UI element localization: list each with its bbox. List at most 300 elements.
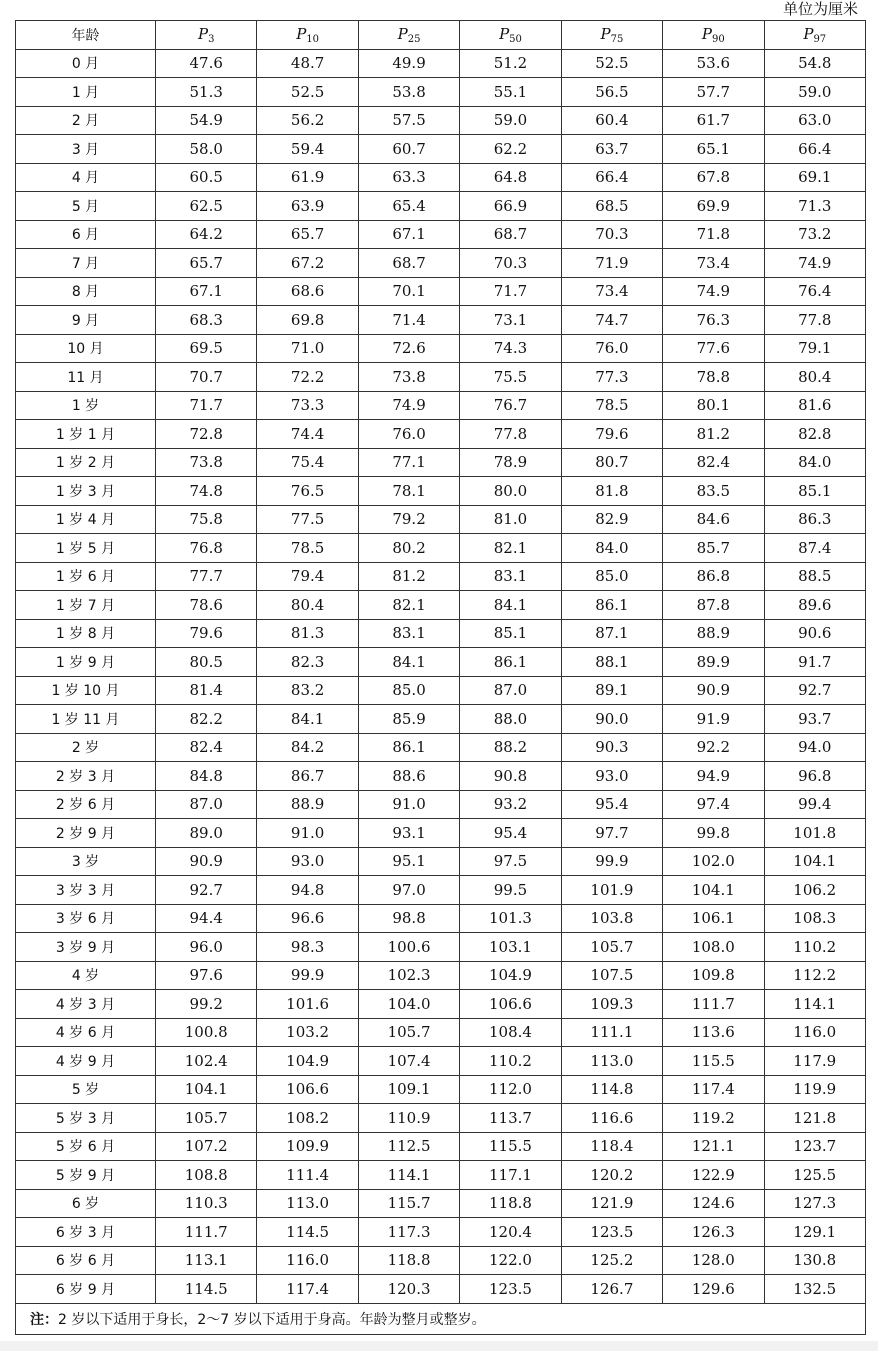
value-cell: 80.7 xyxy=(561,448,662,477)
percentile-subscript: 3 xyxy=(208,33,215,45)
value-cell: 81.3 xyxy=(257,619,358,648)
value-cell: 83.2 xyxy=(257,676,358,705)
value-cell: 76.4 xyxy=(764,277,865,306)
age-cell: 1 岁 3 月 xyxy=(16,477,156,506)
value-cell: 66.4 xyxy=(561,163,662,192)
value-cell: 71.7 xyxy=(460,277,561,306)
value-cell: 86.1 xyxy=(561,591,662,620)
value-cell: 113.6 xyxy=(663,1018,764,1047)
percentile-header-p50 xyxy=(460,21,561,50)
value-cell: 66.9 xyxy=(460,192,561,221)
value-cell: 87.1 xyxy=(561,619,662,648)
table-row xyxy=(16,990,866,1019)
value-cell: 108.3 xyxy=(764,904,865,933)
value-cell: 80.4 xyxy=(764,363,865,392)
value-cell: 83.1 xyxy=(460,562,561,591)
table-row xyxy=(16,1132,866,1161)
value-cell: 90.0 xyxy=(561,705,662,734)
value-cell: 106.6 xyxy=(460,990,561,1019)
value-cell: 65.7 xyxy=(257,220,358,249)
value-cell: 94.8 xyxy=(257,876,358,905)
value-cell: 117.1 xyxy=(460,1161,561,1190)
value-cell: 74.9 xyxy=(663,277,764,306)
age-cell: 3 岁 9 月 xyxy=(16,933,156,962)
value-cell: 68.6 xyxy=(257,277,358,306)
value-cell: 90.9 xyxy=(663,676,764,705)
value-cell: 64.8 xyxy=(460,163,561,192)
value-cell: 73.4 xyxy=(663,249,764,278)
percentile-subscript: 10 xyxy=(306,33,320,45)
value-cell: 100.6 xyxy=(358,933,459,962)
value-cell: 54.8 xyxy=(764,49,865,78)
value-cell: 90.3 xyxy=(561,733,662,762)
table-row xyxy=(16,1104,866,1133)
value-cell: 72.8 xyxy=(156,420,257,449)
value-cell: 82.4 xyxy=(663,448,764,477)
age-cell: 6 岁 3 月 xyxy=(16,1218,156,1247)
table-row xyxy=(16,49,866,78)
age-cell: 3 岁 xyxy=(16,847,156,876)
value-cell: 68.7 xyxy=(460,220,561,249)
value-cell: 113.0 xyxy=(257,1189,358,1218)
value-cell: 91.0 xyxy=(257,819,358,848)
age-cell: 4 岁 3 月 xyxy=(16,990,156,1019)
age-cell: 1 岁 10 月 xyxy=(16,676,156,705)
value-cell: 77.5 xyxy=(257,505,358,534)
value-cell: 99.4 xyxy=(764,790,865,819)
table-row xyxy=(16,220,866,249)
value-cell: 49.9 xyxy=(358,49,459,78)
value-cell: 67.8 xyxy=(663,163,764,192)
value-cell: 81.2 xyxy=(358,562,459,591)
value-cell: 81.0 xyxy=(460,505,561,534)
value-cell: 58.0 xyxy=(156,135,257,164)
value-cell: 109.8 xyxy=(663,961,764,990)
value-cell: 88.2 xyxy=(460,733,561,762)
table-row xyxy=(16,334,866,363)
value-cell: 55.1 xyxy=(460,78,561,107)
value-cell: 77.8 xyxy=(764,306,865,335)
value-cell: 114.8 xyxy=(561,1075,662,1104)
value-cell: 89.9 xyxy=(663,648,764,677)
value-cell: 83.1 xyxy=(358,619,459,648)
value-cell: 70.3 xyxy=(561,220,662,249)
percentile-header-p3 xyxy=(156,21,257,50)
age-cell: 5 岁 9 月 xyxy=(16,1161,156,1190)
value-cell: 104.9 xyxy=(460,961,561,990)
table-row xyxy=(16,135,866,164)
value-cell: 74.3 xyxy=(460,334,561,363)
value-cell: 91.9 xyxy=(663,705,764,734)
value-cell: 116.0 xyxy=(257,1246,358,1275)
value-cell: 103.8 xyxy=(561,904,662,933)
value-cell: 64.2 xyxy=(156,220,257,249)
value-cell: 93.7 xyxy=(764,705,865,734)
age-cell: 3 月 xyxy=(16,135,156,164)
table-row xyxy=(16,1189,866,1218)
value-cell: 106.2 xyxy=(764,876,865,905)
value-cell: 68.5 xyxy=(561,192,662,221)
value-cell: 63.0 xyxy=(764,106,865,135)
value-cell: 118.8 xyxy=(358,1246,459,1275)
value-cell: 98.8 xyxy=(358,904,459,933)
value-cell: 112.5 xyxy=(358,1132,459,1161)
age-cell: 5 岁 6 月 xyxy=(16,1132,156,1161)
value-cell: 120.3 xyxy=(358,1275,459,1304)
table-row xyxy=(16,961,866,990)
bottom-edge xyxy=(0,1341,878,1351)
age-cell: 3 岁 6 月 xyxy=(16,904,156,933)
value-cell: 53.8 xyxy=(358,78,459,107)
value-cell: 84.8 xyxy=(156,762,257,791)
value-cell: 85.9 xyxy=(358,705,459,734)
age-cell: 1 岁 1 月 xyxy=(16,420,156,449)
age-cell: 5 岁 xyxy=(16,1075,156,1104)
value-cell: 88.0 xyxy=(460,705,561,734)
age-cell: 4 岁 xyxy=(16,961,156,990)
value-cell: 99.9 xyxy=(561,847,662,876)
value-cell: 125.2 xyxy=(561,1246,662,1275)
value-cell: 103.1 xyxy=(460,933,561,962)
value-cell: 111.7 xyxy=(663,990,764,1019)
value-cell: 104.1 xyxy=(764,847,865,876)
value-cell: 53.6 xyxy=(663,49,764,78)
value-cell: 82.8 xyxy=(764,420,865,449)
value-cell: 60.7 xyxy=(358,135,459,164)
value-cell: 93.0 xyxy=(257,847,358,876)
value-cell: 85.0 xyxy=(358,676,459,705)
value-cell: 106.6 xyxy=(257,1075,358,1104)
value-cell: 90.9 xyxy=(156,847,257,876)
value-cell: 68.3 xyxy=(156,306,257,335)
percentile-header-p25 xyxy=(358,21,459,50)
value-cell: 126.3 xyxy=(663,1218,764,1247)
value-cell: 90.6 xyxy=(764,619,865,648)
percentile-letter: P xyxy=(803,24,814,43)
value-cell: 78.6 xyxy=(156,591,257,620)
value-cell: 78.9 xyxy=(460,448,561,477)
value-cell: 120.2 xyxy=(561,1161,662,1190)
table-row xyxy=(16,106,866,135)
value-cell: 109.9 xyxy=(257,1132,358,1161)
value-cell: 71.7 xyxy=(156,391,257,420)
value-cell: 97.6 xyxy=(156,961,257,990)
age-cell: 1 岁 9 月 xyxy=(16,648,156,677)
value-cell: 78.5 xyxy=(257,534,358,563)
value-cell: 67.2 xyxy=(257,249,358,278)
value-cell: 95.1 xyxy=(358,847,459,876)
value-cell: 59.0 xyxy=(764,78,865,107)
value-cell: 84.0 xyxy=(764,448,865,477)
value-cell: 75.8 xyxy=(156,505,257,534)
value-cell: 88.6 xyxy=(358,762,459,791)
age-cell: 9 月 xyxy=(16,306,156,335)
table-row xyxy=(16,249,866,278)
percentile-header-p10 xyxy=(257,21,358,50)
value-cell: 69.5 xyxy=(156,334,257,363)
age-cell: 2 月 xyxy=(16,106,156,135)
table-row xyxy=(16,1047,866,1076)
table-row xyxy=(16,847,866,876)
value-cell: 101.6 xyxy=(257,990,358,1019)
value-cell: 66.4 xyxy=(764,135,865,164)
value-cell: 99.8 xyxy=(663,819,764,848)
value-cell: 85.7 xyxy=(663,534,764,563)
value-cell: 86.1 xyxy=(358,733,459,762)
value-cell: 85.1 xyxy=(764,477,865,506)
value-cell: 61.7 xyxy=(663,106,764,135)
growth-table xyxy=(15,20,866,1335)
value-cell: 73.4 xyxy=(561,277,662,306)
table-row xyxy=(16,363,866,392)
value-cell: 71.9 xyxy=(561,249,662,278)
value-cell: 79.1 xyxy=(764,334,865,363)
value-cell: 86.8 xyxy=(663,562,764,591)
value-cell: 78.1 xyxy=(358,477,459,506)
value-cell: 78.5 xyxy=(561,391,662,420)
value-cell: 111.1 xyxy=(561,1018,662,1047)
value-cell: 119.2 xyxy=(663,1104,764,1133)
value-cell: 116.6 xyxy=(561,1104,662,1133)
table-row xyxy=(16,648,866,677)
value-cell: 76.8 xyxy=(156,534,257,563)
value-cell: 73.8 xyxy=(156,448,257,477)
value-cell: 130.8 xyxy=(764,1246,865,1275)
value-cell: 92.7 xyxy=(156,876,257,905)
age-cell: 3 岁 3 月 xyxy=(16,876,156,905)
note-row xyxy=(16,1303,866,1334)
value-cell: 126.7 xyxy=(561,1275,662,1304)
value-cell: 71.8 xyxy=(663,220,764,249)
value-cell: 105.7 xyxy=(156,1104,257,1133)
table-row xyxy=(16,676,866,705)
value-cell: 99.5 xyxy=(460,876,561,905)
value-cell: 73.3 xyxy=(257,391,358,420)
value-cell: 97.7 xyxy=(561,819,662,848)
table-row xyxy=(16,562,866,591)
value-cell: 101.8 xyxy=(764,819,865,848)
age-cell: 1 月 xyxy=(16,78,156,107)
table-row xyxy=(16,163,866,192)
value-cell: 51.2 xyxy=(460,49,561,78)
table-row xyxy=(16,192,866,221)
percentile-header-p97 xyxy=(764,21,865,50)
value-cell: 62.5 xyxy=(156,192,257,221)
value-cell: 76.0 xyxy=(561,334,662,363)
value-cell: 82.2 xyxy=(156,705,257,734)
value-cell: 80.2 xyxy=(358,534,459,563)
table-row xyxy=(16,705,866,734)
value-cell: 94.0 xyxy=(764,733,865,762)
value-cell: 99.2 xyxy=(156,990,257,1019)
value-cell: 119.9 xyxy=(764,1075,865,1104)
table-row xyxy=(16,876,866,905)
value-cell: 73.8 xyxy=(358,363,459,392)
value-cell: 54.9 xyxy=(156,106,257,135)
value-cell: 129.6 xyxy=(663,1275,764,1304)
age-cell: 1 岁 2 月 xyxy=(16,448,156,477)
value-cell: 80.1 xyxy=(663,391,764,420)
value-cell: 73.2 xyxy=(764,220,865,249)
value-cell: 108.0 xyxy=(663,933,764,962)
value-cell: 118.8 xyxy=(460,1189,561,1218)
value-cell: 125.5 xyxy=(764,1161,865,1190)
value-cell: 132.5 xyxy=(764,1275,865,1304)
value-cell: 97.5 xyxy=(460,847,561,876)
value-cell: 84.0 xyxy=(561,534,662,563)
value-cell: 67.1 xyxy=(156,277,257,306)
age-cell: 1 岁 7 月 xyxy=(16,591,156,620)
value-cell: 113.1 xyxy=(156,1246,257,1275)
value-cell: 71.3 xyxy=(764,192,865,221)
table-row xyxy=(16,1161,866,1190)
value-cell: 117.3 xyxy=(358,1218,459,1247)
value-cell: 90.8 xyxy=(460,762,561,791)
value-cell: 76.5 xyxy=(257,477,358,506)
value-cell: 72.2 xyxy=(257,363,358,392)
age-cell: 1 岁 4 月 xyxy=(16,505,156,534)
value-cell: 102.3 xyxy=(358,961,459,990)
table-row xyxy=(16,591,866,620)
value-cell: 71.4 xyxy=(358,306,459,335)
age-cell: 10 月 xyxy=(16,334,156,363)
value-cell: 117.9 xyxy=(764,1047,865,1076)
value-cell: 123.7 xyxy=(764,1132,865,1161)
value-cell: 112.0 xyxy=(460,1075,561,1104)
value-cell: 114.5 xyxy=(156,1275,257,1304)
value-cell: 79.6 xyxy=(561,420,662,449)
value-cell: 96.0 xyxy=(156,933,257,962)
value-cell: 81.2 xyxy=(663,420,764,449)
value-cell: 114.1 xyxy=(764,990,865,1019)
note-text: 2 岁以下适用于身长，2〜7 岁以下适用于身高。年龄为整月或整岁。 xyxy=(58,1311,486,1328)
percentile-subscript: 75 xyxy=(610,33,624,45)
value-cell: 93.2 xyxy=(460,790,561,819)
value-cell: 88.9 xyxy=(663,619,764,648)
value-cell: 48.7 xyxy=(257,49,358,78)
table-row xyxy=(16,277,866,306)
table-row xyxy=(16,733,866,762)
value-cell: 104.1 xyxy=(663,876,764,905)
value-cell: 51.3 xyxy=(156,78,257,107)
value-cell: 77.1 xyxy=(358,448,459,477)
value-cell: 92.7 xyxy=(764,676,865,705)
value-cell: 112.2 xyxy=(764,961,865,990)
value-cell: 87.0 xyxy=(156,790,257,819)
value-cell: 86.3 xyxy=(764,505,865,534)
value-cell: 52.5 xyxy=(257,78,358,107)
value-cell: 128.0 xyxy=(663,1246,764,1275)
value-cell: 69.8 xyxy=(257,306,358,335)
age-cell: 5 岁 3 月 xyxy=(16,1104,156,1133)
value-cell: 91.7 xyxy=(764,648,865,677)
percentile-letter: P xyxy=(701,24,712,43)
value-cell: 98.3 xyxy=(257,933,358,962)
value-cell: 105.7 xyxy=(358,1018,459,1047)
value-cell: 67.1 xyxy=(358,220,459,249)
value-cell: 86.7 xyxy=(257,762,358,791)
value-cell: 121.1 xyxy=(663,1132,764,1161)
value-cell: 113.7 xyxy=(460,1104,561,1133)
value-cell: 57.7 xyxy=(663,78,764,107)
value-cell: 60.5 xyxy=(156,163,257,192)
table-row xyxy=(16,933,866,962)
value-cell: 109.3 xyxy=(561,990,662,1019)
value-cell: 110.9 xyxy=(358,1104,459,1133)
value-cell: 86.1 xyxy=(460,648,561,677)
value-cell: 79.4 xyxy=(257,562,358,591)
value-cell: 124.6 xyxy=(663,1189,764,1218)
value-cell: 65.4 xyxy=(358,192,459,221)
value-cell: 69.9 xyxy=(663,192,764,221)
value-cell: 104.1 xyxy=(156,1075,257,1104)
age-cell: 4 岁 6 月 xyxy=(16,1018,156,1047)
value-cell: 74.9 xyxy=(764,249,865,278)
value-cell: 77.6 xyxy=(663,334,764,363)
value-cell: 118.4 xyxy=(561,1132,662,1161)
percentile-letter: P xyxy=(397,24,408,43)
age-cell: 1 岁 6 月 xyxy=(16,562,156,591)
table-row xyxy=(16,1075,866,1104)
value-cell: 62.2 xyxy=(460,135,561,164)
value-cell: 56.5 xyxy=(561,78,662,107)
value-cell: 82.4 xyxy=(156,733,257,762)
age-cell: 2 岁 3 月 xyxy=(16,762,156,791)
value-cell: 117.4 xyxy=(257,1275,358,1304)
value-cell: 84.2 xyxy=(257,733,358,762)
age-cell: 1 岁 8 月 xyxy=(16,619,156,648)
table-row xyxy=(16,1275,866,1304)
percentile-subscript: 97 xyxy=(813,33,827,45)
age-cell: 1 岁 xyxy=(16,391,156,420)
value-cell: 107.2 xyxy=(156,1132,257,1161)
value-cell: 69.1 xyxy=(764,163,865,192)
value-cell: 91.0 xyxy=(358,790,459,819)
value-cell: 74.8 xyxy=(156,477,257,506)
value-cell: 94.9 xyxy=(663,762,764,791)
value-cell: 79.6 xyxy=(156,619,257,648)
value-cell: 129.1 xyxy=(764,1218,865,1247)
age-cell: 1 岁 5 月 xyxy=(16,534,156,563)
table-row xyxy=(16,78,866,107)
table-row xyxy=(16,762,866,791)
percentile-header-p75 xyxy=(561,21,662,50)
percentile-letter: P xyxy=(197,24,209,43)
value-cell: 113.0 xyxy=(561,1047,662,1076)
value-cell: 117.4 xyxy=(663,1075,764,1104)
table-body xyxy=(16,49,866,1303)
value-cell: 59.0 xyxy=(460,106,561,135)
value-cell: 115.5 xyxy=(460,1132,561,1161)
value-cell: 75.5 xyxy=(460,363,561,392)
value-cell: 105.7 xyxy=(561,933,662,962)
value-cell: 115.7 xyxy=(358,1189,459,1218)
value-cell: 110.3 xyxy=(156,1189,257,1218)
value-cell: 80.4 xyxy=(257,591,358,620)
age-cell: 6 岁 xyxy=(16,1189,156,1218)
age-cell: 11 月 xyxy=(16,363,156,392)
value-cell: 79.2 xyxy=(358,505,459,534)
value-cell: 82.9 xyxy=(561,505,662,534)
value-cell: 63.9 xyxy=(257,192,358,221)
table-row xyxy=(16,477,866,506)
age-cell: 6 岁 6 月 xyxy=(16,1246,156,1275)
value-cell: 82.1 xyxy=(358,591,459,620)
percentile-subscript: 90 xyxy=(712,33,725,45)
table-row xyxy=(16,904,866,933)
value-cell: 96.6 xyxy=(257,904,358,933)
value-cell: 78.8 xyxy=(663,363,764,392)
